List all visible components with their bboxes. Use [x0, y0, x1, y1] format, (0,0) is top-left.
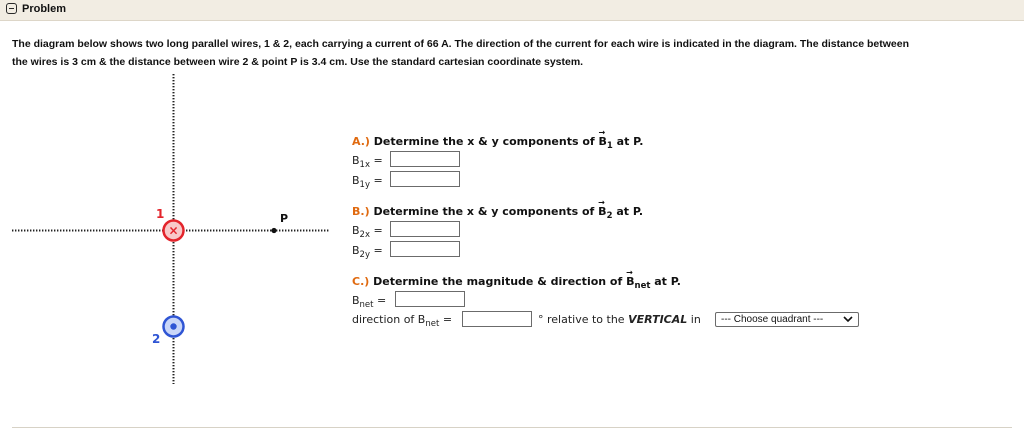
wire-1-cross-mark: ×: [168, 223, 179, 238]
collapse-minus-icon[interactable]: [6, 3, 17, 14]
b1y-input[interactable]: [390, 171, 460, 187]
vector-b1: → $B_1$: [598, 128, 613, 151]
direction-label: direction of $B_{net}$ =: [352, 313, 453, 329]
b2x-row: [352, 224, 383, 240]
part-c-text: Determine the magnitude & direction of: [373, 275, 623, 288]
b2y-row: [352, 244, 383, 260]
bnet-label: $B_{net}$ =: [352, 294, 387, 310]
b2y-input[interactable]: [390, 241, 460, 257]
wire-2-out-of-page: [164, 317, 184, 337]
part-a-heading: [352, 128, 644, 151]
b1x-input[interactable]: [390, 151, 460, 167]
vector-bnet: → $B_{net}$: [626, 268, 651, 291]
b2y-label: $B_{2y}$ =: [352, 244, 383, 260]
part-a-text: Determine the x & y components of: [373, 135, 595, 148]
header-title: Problem: [22, 3, 67, 15]
direction-input[interactable]: [462, 311, 532, 327]
wire-1-label: 1: [156, 207, 165, 221]
direction-row: [352, 313, 452, 329]
b1y-row: [352, 174, 383, 190]
b2x-input[interactable]: [390, 221, 460, 237]
point-p-marker: [271, 228, 276, 233]
wire-1-into-page: [164, 221, 184, 241]
point-p-label: P: [280, 212, 289, 225]
part-b-text: Determine the x & y components of: [373, 205, 595, 218]
part-b-letter: B.): [352, 205, 370, 218]
bnet-row: [352, 294, 386, 310]
b1y-label: $B_{1y}$ =: [352, 174, 383, 190]
vertical-keyword: VERTICAL: [628, 313, 688, 326]
part-c-tail: at P.: [654, 275, 681, 288]
part-a-tail: at P.: [616, 135, 644, 148]
relative-text: ° relative to the VERTICAL in: [538, 313, 701, 326]
part-c-letter: C.): [352, 275, 370, 288]
part-a-letter: A.): [352, 135, 370, 148]
part-b-tail: at P.: [616, 205, 644, 218]
problem-header[interactable]: [0, 0, 1024, 21]
bnet-input[interactable]: [395, 291, 465, 307]
b2x-label: $B_{2x}$ =: [352, 224, 383, 240]
problem-line-2: the wires is 3 cm & the distance between wire 2 & point P is 3.4 cm. Use the standard cartesian coordinate system.: [12, 56, 584, 68]
bottom-divider: [12, 427, 1012, 428]
b1x-row: [352, 154, 383, 170]
quadrant-select[interactable]: [715, 312, 859, 327]
vector-b2: → $B_2$: [598, 198, 613, 221]
problem-statement: [12, 35, 1012, 71]
wire-2-label: 2: [152, 332, 161, 346]
part-b-heading: [352, 198, 644, 221]
b1x-label: $B_{1x}$ =: [352, 154, 383, 170]
part-c-heading: [352, 268, 681, 291]
quadrant-select-value: --- Choose quadrant ---: [721, 314, 824, 325]
chevron-down-icon: [842, 313, 854, 325]
problem-line-1: The diagram below shows two long parallel wires, 1 & 2, each carrying a current of 66 A. The direction of the current for each wire is indicated in the diagram. The distance between: [12, 38, 909, 50]
wire-diagram: [0, 70, 340, 400]
